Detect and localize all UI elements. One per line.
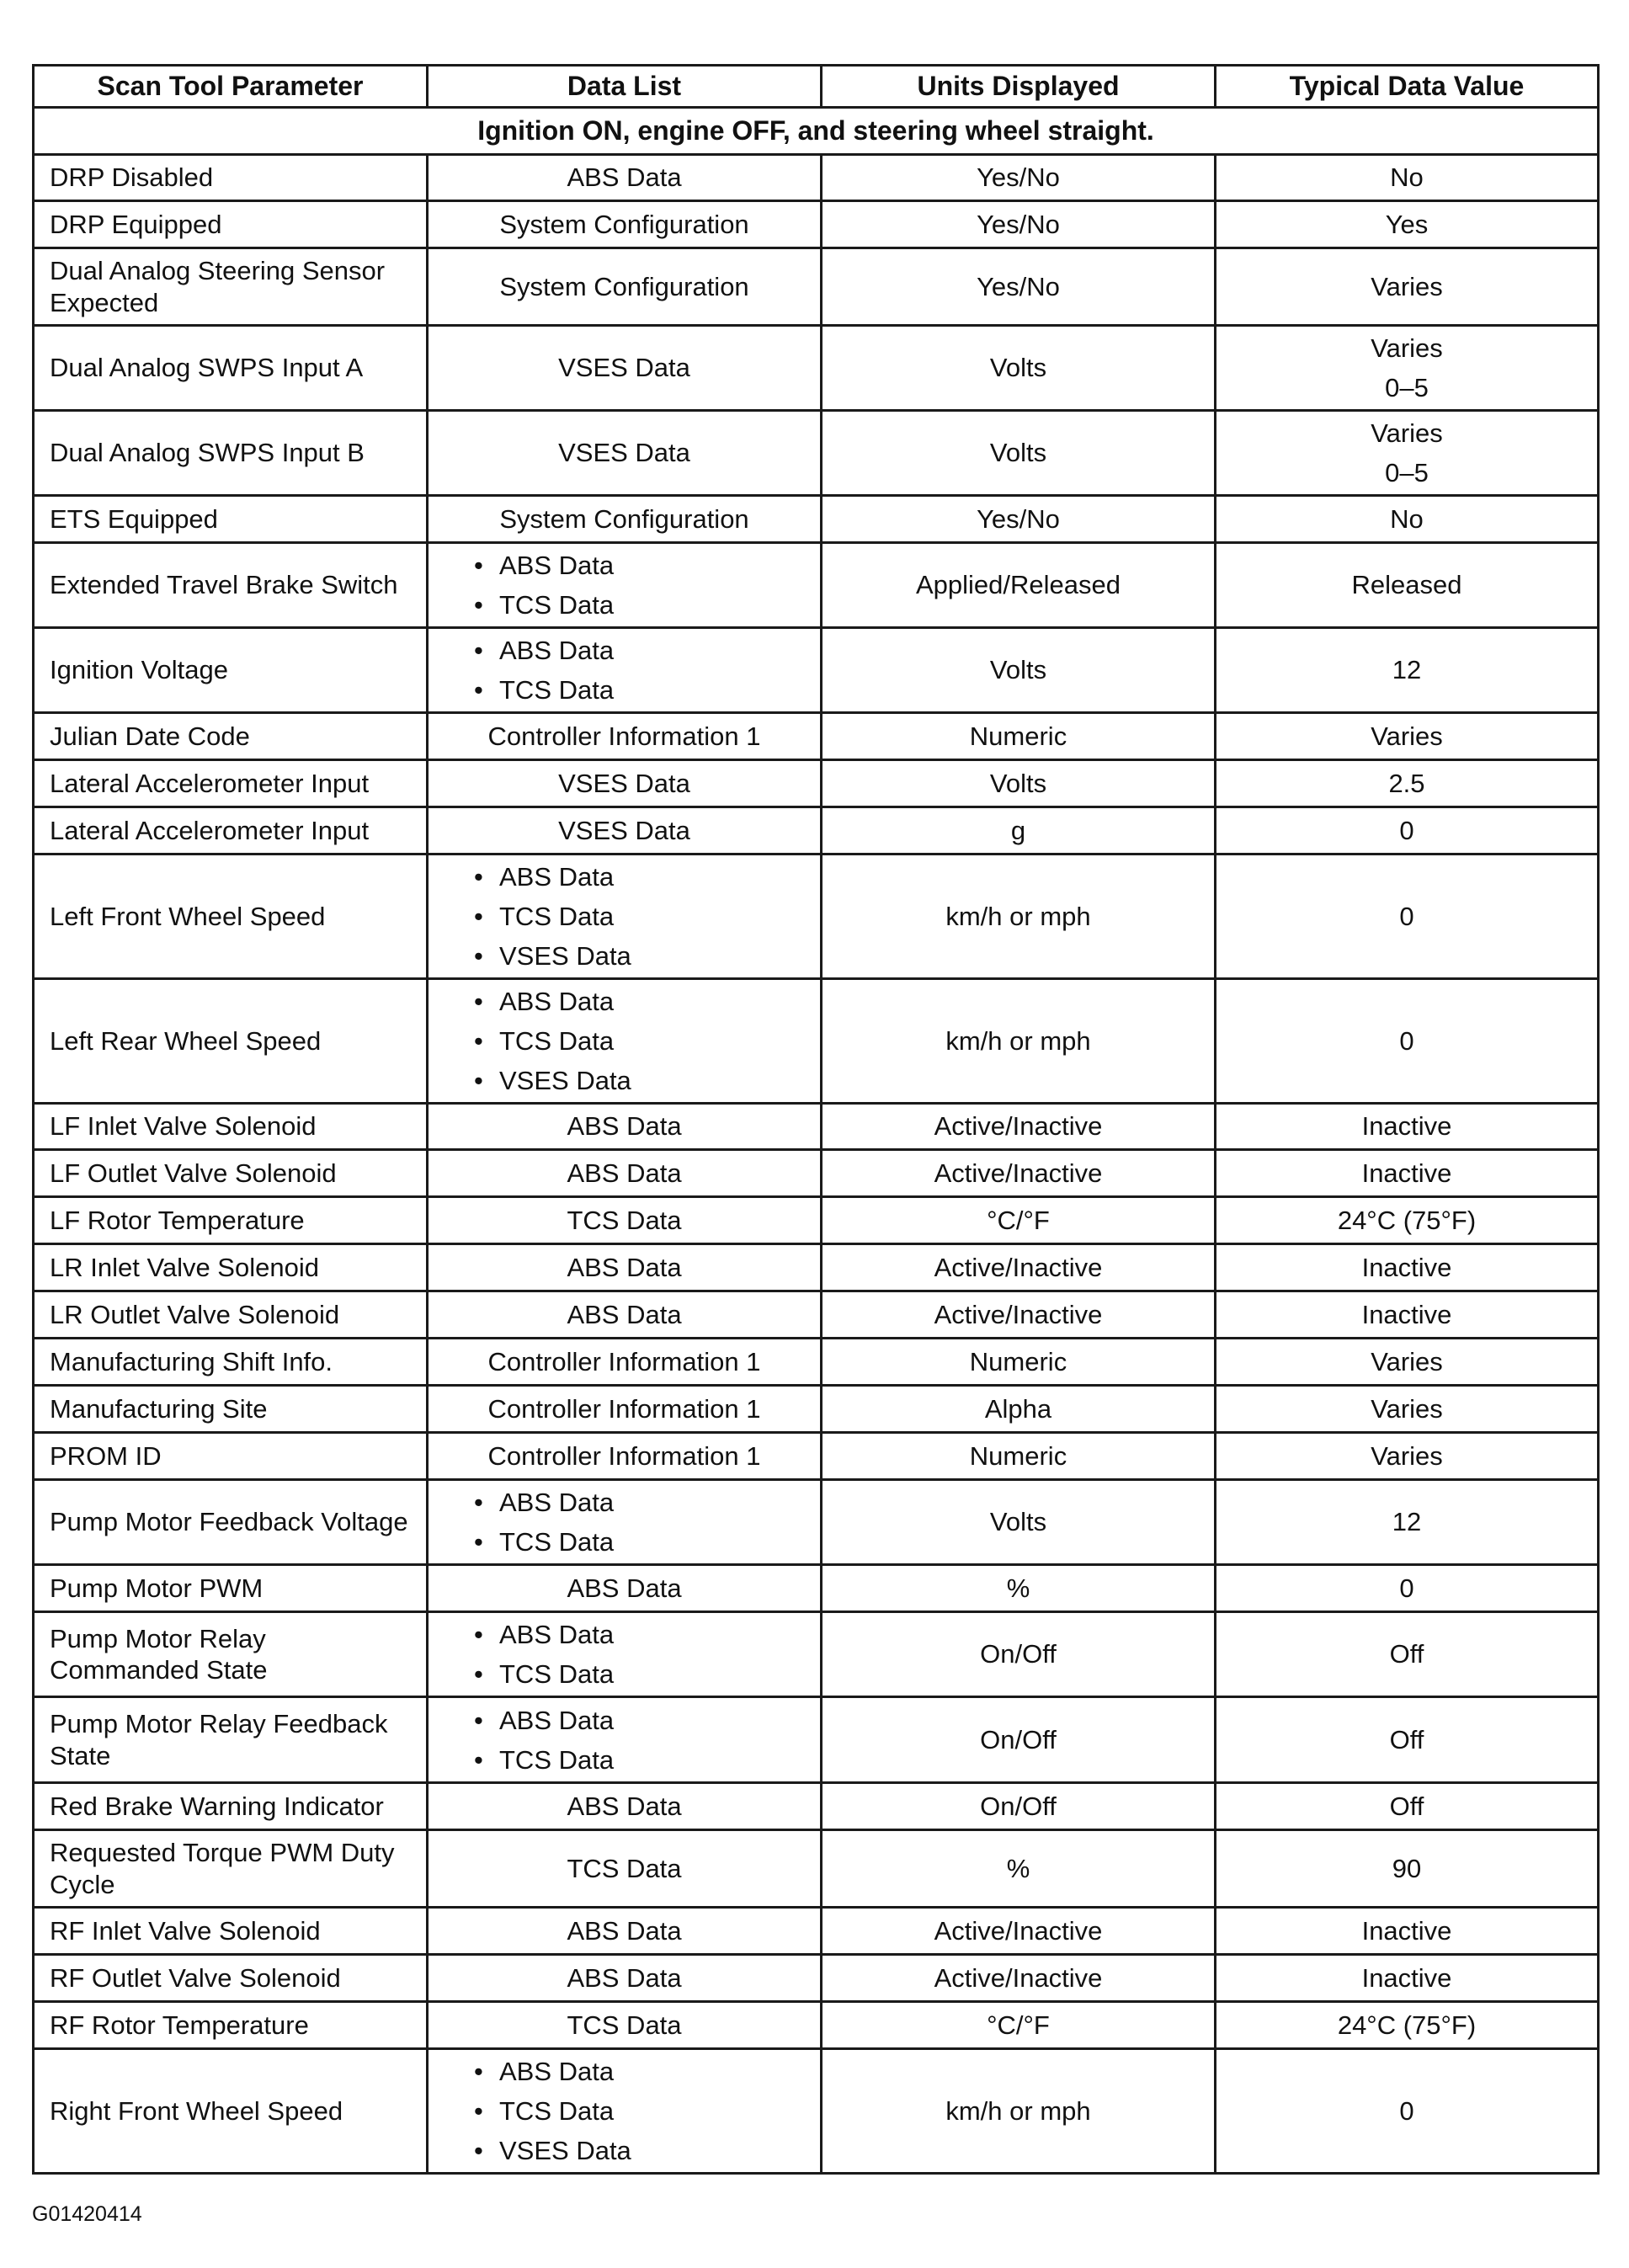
data-list-bullets — [444, 1615, 805, 1694]
data-list-item: VSES Data — [558, 438, 690, 468]
header-units-displayed: Units Displayed — [822, 66, 1216, 108]
data-list-item: ABS Data — [567, 162, 682, 193]
data-list-item: • ABS Data — [474, 546, 805, 585]
data-list-bullets — [444, 1701, 805, 1780]
typical-data-value-cell — [1216, 1565, 1599, 1612]
units-displayed: Active/Inactive — [822, 1955, 1216, 2002]
parameter-name: LF Inlet Valve Solenoid — [34, 1104, 428, 1150]
data-list-item: Controller Information 1 — [487, 1440, 761, 1471]
typical-data-value-cell — [1216, 628, 1599, 713]
parameter-name: Extended Travel Brake Switch — [34, 543, 428, 628]
table-row — [34, 1104, 1599, 1150]
data-list-item: • TCS Data — [474, 585, 805, 625]
parameter-name: Left Rear Wheel Speed — [34, 979, 428, 1104]
data-list-item: System Configuration — [499, 503, 749, 534]
header-data-list: Data List — [428, 66, 822, 108]
data-list-cell — [428, 1291, 822, 1339]
parameter-name: DRP Equipped — [34, 201, 428, 248]
typical-data-value-cell — [1216, 1480, 1599, 1565]
table-row — [34, 326, 1599, 411]
typical-data-value: Inactive — [1361, 1299, 1452, 1329]
data-list-cell — [428, 543, 822, 628]
data-list-cell — [428, 1955, 822, 2002]
table-row — [34, 1433, 1599, 1480]
typical-data-value: 24°C (75°F) — [1337, 2010, 1477, 2040]
typical-data-value-cell — [1216, 543, 1599, 628]
typical-data-value: Varies — [1371, 1346, 1443, 1376]
data-list-bullets — [444, 546, 805, 625]
data-list-item: Controller Information 1 — [487, 721, 761, 751]
typical-data-value-cell — [1216, 1783, 1599, 1830]
typical-data-value: Off — [1389, 1639, 1424, 1669]
units-displayed: Applied/Released — [822, 543, 1216, 628]
data-list-cell — [428, 496, 822, 543]
table-row — [34, 2049, 1599, 2174]
typical-data-value-cell — [1216, 411, 1599, 496]
table-row — [34, 1830, 1599, 1908]
typical-data-value-cell — [1216, 1244, 1599, 1291]
units-displayed: Yes/No — [822, 155, 1216, 201]
units-displayed: km/h or mph — [822, 2049, 1216, 2174]
data-list-item: • TCS Data — [474, 897, 805, 936]
data-list-cell — [428, 1697, 822, 1783]
units-displayed: Volts — [822, 1480, 1216, 1565]
data-list-cell — [428, 854, 822, 979]
table-row — [34, 201, 1599, 248]
parameter-name: DRP Disabled — [34, 155, 428, 201]
data-list-item: • ABS Data — [474, 1615, 805, 1654]
typical-data-value: Off — [1389, 1724, 1424, 1754]
data-list-bullets — [444, 1483, 805, 1562]
parameter-name: Ignition Voltage — [34, 628, 428, 713]
parameter-name: Requested Torque PWM Duty Cycle — [34, 1830, 428, 1908]
typical-data-value-cell — [1216, 1150, 1599, 1197]
typical-data-value: 0 — [1399, 1573, 1414, 1603]
data-list-item: • TCS Data — [474, 1021, 805, 1061]
data-list-item: • TCS Data — [474, 1740, 805, 1780]
data-list-cell — [428, 1565, 822, 1612]
typical-data-value-cell — [1216, 1291, 1599, 1339]
typical-data-value: Inactive — [1361, 1111, 1452, 1142]
parameter-name: Pump Motor Feedback Voltage — [34, 1480, 428, 1565]
table-body — [34, 108, 1599, 2174]
parameter-name: Red Brake Warning Indicator — [34, 1783, 428, 1830]
data-list-item: ABS Data — [567, 1111, 682, 1142]
typical-data-value-cell — [1216, 2002, 1599, 2049]
parameter-name: Dual Analog SWPS Input A — [34, 326, 428, 411]
data-list-item: TCS Data — [567, 2010, 682, 2040]
table-row — [34, 1783, 1599, 1830]
units-displayed: Yes/No — [822, 496, 1216, 543]
units-displayed: Active/Inactive — [822, 1150, 1216, 1197]
table-row — [34, 713, 1599, 760]
table-row — [34, 1697, 1599, 1783]
header-row — [34, 66, 1599, 108]
data-list-item: • ABS Data — [474, 857, 805, 897]
data-list-cell — [428, 1908, 822, 1955]
data-list-cell — [428, 1386, 822, 1433]
data-list-cell — [428, 1433, 822, 1480]
typical-data-value: 12 — [1392, 655, 1422, 685]
data-list-item: System Configuration — [499, 271, 749, 301]
data-list-cell — [428, 1104, 822, 1150]
typical-data-value-cell — [1216, 201, 1599, 248]
typical-data-value: No — [1390, 503, 1424, 534]
data-list-item: ABS Data — [567, 1962, 682, 1993]
parameter-name: Pump Motor PWM — [34, 1565, 428, 1612]
units-displayed: Yes/No — [822, 201, 1216, 248]
typical-data-value: 12 — [1392, 1507, 1422, 1537]
parameter-name: Right Front Wheel Speed — [34, 2049, 428, 2174]
typical-data-value-cell — [1216, 2049, 1599, 2174]
typical-data-value: 0–5 — [1385, 373, 1429, 402]
header-scan-tool-parameter: Scan Tool Parameter — [34, 66, 428, 108]
parameter-name: RF Rotor Temperature — [34, 2002, 428, 2049]
data-list-cell — [428, 713, 822, 760]
units-displayed: Volts — [822, 760, 1216, 807]
table-row — [34, 760, 1599, 807]
parameter-name: Dual Analog SWPS Input B — [34, 411, 428, 496]
units-displayed: Active/Inactive — [822, 1244, 1216, 1291]
data-list-cell — [428, 1150, 822, 1197]
parameter-name: Pump Motor Relay Commanded State — [34, 1612, 428, 1697]
table-row — [34, 1244, 1599, 1291]
parameter-name: LF Outlet Valve Solenoid — [34, 1150, 428, 1197]
data-list-item: VSES Data — [558, 353, 690, 383]
data-list-item: ABS Data — [567, 1573, 682, 1603]
typical-data-value: Off — [1389, 1791, 1424, 1821]
data-list-item: TCS Data — [567, 1205, 682, 1235]
parameter-name: LR Inlet Valve Solenoid — [34, 1244, 428, 1291]
table-row — [34, 628, 1599, 713]
table-row — [34, 155, 1599, 201]
table-row — [34, 1612, 1599, 1697]
data-list-item: Controller Information 1 — [487, 1346, 761, 1376]
typical-data-value-cell — [1216, 1612, 1599, 1697]
typical-data-value-cell — [1216, 760, 1599, 807]
typical-data-value-cell — [1216, 496, 1599, 543]
units-displayed: °C/°F — [822, 2002, 1216, 2049]
typical-data-value: Inactive — [1361, 1158, 1452, 1188]
typical-data-value: 0 — [1399, 2095, 1414, 2126]
typical-data-value: Varies — [1371, 418, 1443, 448]
data-list-item: • TCS Data — [474, 1522, 805, 1562]
units-displayed: Active/Inactive — [822, 1104, 1216, 1150]
data-list-cell — [428, 1244, 822, 1291]
units-displayed: Numeric — [822, 1339, 1216, 1386]
table-row — [34, 1197, 1599, 1244]
typical-data-value-cell — [1216, 1830, 1599, 1908]
table-row — [34, 411, 1599, 496]
units-displayed: Numeric — [822, 1433, 1216, 1480]
typical-data-value-cell — [1216, 1386, 1599, 1433]
data-list-cell — [428, 248, 822, 326]
data-list-bullets — [444, 2052, 805, 2170]
typical-data-value-cell — [1216, 1197, 1599, 1244]
parameter-name: RF Outlet Valve Solenoid — [34, 1955, 428, 2002]
data-list-item: System Configuration — [499, 209, 749, 239]
test-condition: Ignition ON, engine OFF, and steering wheel straight. — [34, 108, 1599, 155]
table-row — [34, 2002, 1599, 2049]
parameter-name: Dual Analog Steering Sensor Expected — [34, 248, 428, 326]
parameter-name: Left Front Wheel Speed — [34, 854, 428, 979]
data-list-item: • VSES Data — [474, 936, 805, 976]
typical-data-value: 0–5 — [1385, 458, 1429, 487]
data-list-cell — [428, 411, 822, 496]
parameter-name: Julian Date Code — [34, 713, 428, 760]
table-row — [34, 854, 1599, 979]
typical-data-value-cell — [1216, 248, 1599, 326]
data-list-item: • ABS Data — [474, 1483, 805, 1522]
data-list-cell — [428, 628, 822, 713]
data-list-cell — [428, 2002, 822, 2049]
data-list-item: Controller Information 1 — [487, 1393, 761, 1424]
data-list-item: • ABS Data — [474, 631, 805, 670]
typical-data-value: Varies — [1371, 271, 1443, 301]
typical-data-value-cell — [1216, 854, 1599, 979]
table-row — [34, 496, 1599, 543]
units-displayed: Volts — [822, 628, 1216, 713]
data-list-item: ABS Data — [567, 1915, 682, 1946]
data-list-bullets — [444, 631, 805, 710]
figure-id: G01420414 — [32, 2202, 142, 2226]
parameter-name: RF Inlet Valve Solenoid — [34, 1908, 428, 1955]
parameter-name: Manufacturing Shift Info. — [34, 1339, 428, 1386]
table-row — [34, 1291, 1599, 1339]
parameter-name: PROM ID — [34, 1433, 428, 1480]
units-displayed: g — [822, 807, 1216, 854]
data-list-cell — [428, 1480, 822, 1565]
data-list-cell — [428, 2049, 822, 2174]
units-displayed: Active/Inactive — [822, 1908, 1216, 1955]
typical-data-value: Inactive — [1361, 1252, 1452, 1282]
table-row — [34, 979, 1599, 1104]
units-displayed: km/h or mph — [822, 979, 1216, 1104]
units-displayed: On/Off — [822, 1783, 1216, 1830]
data-list-cell — [428, 979, 822, 1104]
typical-data-value-cell — [1216, 1339, 1599, 1386]
table-row — [34, 248, 1599, 326]
parameter-name: Manufacturing Site — [34, 1386, 428, 1433]
data-list-item: • ABS Data — [474, 1701, 805, 1740]
typical-data-value: 0 — [1399, 815, 1414, 845]
typical-data-value-cell — [1216, 807, 1599, 854]
units-displayed: Volts — [822, 411, 1216, 496]
typical-data-value: Varies — [1371, 1440, 1443, 1471]
data-list-item: • ABS Data — [474, 982, 805, 1021]
data-list-cell — [428, 1197, 822, 1244]
parameter-name: Lateral Accelerometer Input — [34, 760, 428, 807]
typical-data-value: No — [1390, 162, 1424, 193]
data-list-item: • TCS Data — [474, 670, 805, 710]
data-list-cell — [428, 1339, 822, 1386]
table-row — [34, 1480, 1599, 1565]
units-displayed: Alpha — [822, 1386, 1216, 1433]
table-row — [34, 1955, 1599, 2002]
data-list-cell — [428, 1830, 822, 1908]
parameter-name: ETS Equipped — [34, 496, 428, 543]
typical-data-value: 24°C (75°F) — [1337, 1205, 1477, 1235]
data-list-item: VSES Data — [558, 815, 690, 845]
data-list-item: • VSES Data — [474, 1061, 805, 1100]
parameter-name: Lateral Accelerometer Input — [34, 807, 428, 854]
data-list-item: TCS Data — [567, 1853, 682, 1883]
data-list-cell — [428, 760, 822, 807]
data-list-cell — [428, 155, 822, 201]
data-list-item: • TCS Data — [474, 2091, 805, 2131]
typical-data-value: 2.5 — [1388, 768, 1425, 798]
table-row — [34, 1386, 1599, 1433]
data-list-item: ABS Data — [567, 1158, 682, 1188]
data-list-cell — [428, 1783, 822, 1830]
units-displayed: Numeric — [822, 713, 1216, 760]
data-list-item: • ABS Data — [474, 2052, 805, 2091]
units-displayed: Active/Inactive — [822, 1291, 1216, 1339]
units-displayed: % — [822, 1565, 1216, 1612]
table-row — [34, 807, 1599, 854]
typical-data-value: Varies — [1371, 1393, 1443, 1424]
units-displayed: % — [822, 1830, 1216, 1908]
units-displayed: km/h or mph — [822, 854, 1216, 979]
parameter-name: LR Outlet Valve Solenoid — [34, 1291, 428, 1339]
parameter-name: Pump Motor Relay Feedback State — [34, 1697, 428, 1783]
typical-data-value-cell — [1216, 155, 1599, 201]
data-list-item: ABS Data — [567, 1252, 682, 1282]
typical-data-value: Varies — [1371, 333, 1443, 363]
units-displayed: Volts — [822, 326, 1216, 411]
typical-data-value-cell — [1216, 1433, 1599, 1480]
typical-data-value: 90 — [1392, 1853, 1422, 1883]
data-list-bullets — [444, 857, 805, 976]
table-row — [34, 1339, 1599, 1386]
scan-tool-data-table — [32, 64, 1600, 2175]
data-list-cell — [428, 807, 822, 854]
condition-row — [34, 108, 1599, 155]
typical-data-value: Released — [1351, 570, 1462, 600]
typical-data-value-cell — [1216, 979, 1599, 1104]
scan-tool-data-table-sheet — [32, 64, 1597, 2175]
typical-data-value-cell — [1216, 1955, 1599, 2002]
typical-data-value-cell — [1216, 326, 1599, 411]
data-list-bullets — [444, 982, 805, 1100]
table-row — [34, 1150, 1599, 1197]
data-list-cell — [428, 1612, 822, 1697]
table-row — [34, 1565, 1599, 1612]
data-list-item: VSES Data — [558, 768, 690, 798]
typical-data-value-cell — [1216, 1104, 1599, 1150]
typical-data-value: 0 — [1399, 1025, 1414, 1056]
typical-data-value: Inactive — [1361, 1915, 1452, 1946]
typical-data-value: Yes — [1385, 209, 1429, 239]
typical-data-value-cell — [1216, 1697, 1599, 1783]
header-typical-data-value: Typical Data Value — [1216, 66, 1599, 108]
table-row — [34, 1908, 1599, 1955]
parameter-name: LF Rotor Temperature — [34, 1197, 428, 1244]
units-displayed: On/Off — [822, 1697, 1216, 1783]
typical-data-value: 0 — [1399, 901, 1414, 931]
data-list-item: • VSES Data — [474, 2131, 805, 2170]
data-list-cell — [428, 201, 822, 248]
units-displayed: On/Off — [822, 1612, 1216, 1697]
units-displayed: Yes/No — [822, 248, 1216, 326]
data-list-item: • TCS Data — [474, 1654, 805, 1694]
typical-data-value-cell — [1216, 713, 1599, 760]
data-list-item: ABS Data — [567, 1299, 682, 1329]
typical-data-value-cell — [1216, 1908, 1599, 1955]
typical-data-value: Varies — [1371, 721, 1443, 751]
data-list-cell — [428, 326, 822, 411]
table-row — [34, 543, 1599, 628]
units-displayed: °C/°F — [822, 1197, 1216, 1244]
data-list-item: ABS Data — [567, 1791, 682, 1821]
typical-data-value: Inactive — [1361, 1962, 1452, 1993]
